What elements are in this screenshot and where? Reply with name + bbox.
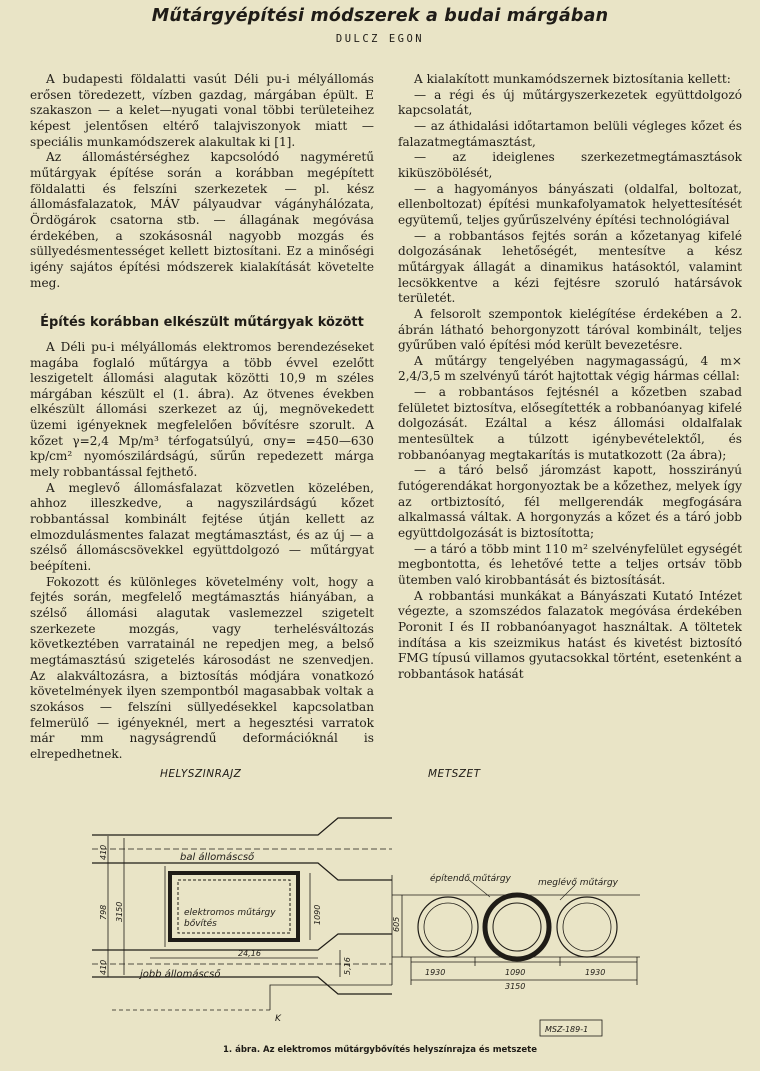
cut-mark: K (275, 1014, 281, 1024)
dim-2416: 24,16 (238, 949, 261, 958)
paragraph: A meglevő állomásfalazat közvetlen közelében, ahhoz illeszkedve, a nagyszilárdságú kőzet robbantással kombinált fejtése útján kellett az elmozdulásmentes falazat megtámasztást, és az új — a szélső állomáscsövekkel együttdolgozó — műtárgyat beépíteni. (30, 480, 374, 574)
dim-1090-plan: 1090 (313, 904, 322, 925)
label-existing-structure: meglévő műtárgy (538, 878, 619, 888)
list-item: — az áthidalási időtartamon belüli végleges kőzet és falazatmegtámasztást, (398, 118, 742, 149)
dim-1090-section: 1090 (505, 968, 526, 977)
dim-798: 798 (99, 904, 108, 920)
paragraph: A felsorolt szempontok kielégítése érdekében a 2. ábrán látható behorgonyzott táróval kombinált, teljes gyűrűben való építési mód került bevezetésre. (398, 306, 742, 353)
dim-3150: 3150 (115, 901, 124, 922)
list-item: — a robbantásos fejtésnél a kőzetben szabad felületet biztosítva, elősegítették a robbanóanyag kifelé dolgozását. Ezáltal a kész állomási oldalfalak mentesültek a túlzott igénybevételektől, és robbanóanyag megtakarítás is mutatkozott (2a ábra); (398, 385, 742, 462)
dim-3150-section: 3150 (505, 982, 526, 991)
dim-516: 5,16 (343, 957, 352, 975)
dim-1930-right: 1930 (585, 968, 606, 977)
dim-410-top: 410 (99, 844, 108, 860)
article-author: DULCZ EGON (335, 33, 425, 45)
section-view (392, 875, 640, 1036)
label-structure-1: elektromos műtárgy (184, 908, 276, 918)
list-item: — a hagyományos bányászati (oldalfal, boltozat, ellenboltozat) építési munkafolyamatok helyettesítését együtemű, teljes gyűrűszelvény építési technológiával (398, 181, 742, 227)
label-new-structure: építendő műtárgy (430, 874, 511, 884)
list-item: — a táró belső járomzást kapott, hosszirányú futógerendákat horgonyoztak be a kőzethez, melyek így az ortbiztosító, fél mellgerendák megfogására alkalmassá váltak. A horgonyzás a kőzet és a táró jobb együttdolgozását is biztosította; (398, 463, 742, 541)
dim-605: 605 (392, 916, 401, 932)
figure-caption: 1. ábra. Az elektromos műtárgybővítés helyszínrajza és metszete (223, 1045, 537, 1055)
paragraph: Fokozott és különleges követelmény volt, hogy a fejtés során, megfelelő megtámasztás hiányában, a szélső állomási alagutak vaslemezzel szigetelt szerkezete mozgás, vagy terhelésváltozás következtében varratainál ne repedjen meg, a belső megtámasztású szigetelés károsodást ne szenvedjen. Az alakváltozásra, a biztosítás módjára vonatkozó követelmények ilyen szempontból magasabbak voltak a szokásos — felszíni süllyedésekkel kapcsolatban felmerülő — igényeknél, mert a hegesztési varratok már mm nagyságrendű deformációknál is elrepedhetnek. (30, 574, 374, 761)
label-right-tube: jobb állomáscső (140, 969, 221, 980)
list-item: — a táró a több mint 110 m² szelvényfelület egységét megbontotta, és lehetővé tette a teljes ortsáv több ütemben való kirobbantását és biztosítását. (398, 541, 742, 587)
list-item: — a robbantásos fejtés során a kőzetanyag kifelé dolgozásának lehetőségét, mentesítve a kész műtárgyak állagát a dinamikus hatásoktól, valamint lecsökkentve a kézi fejtésre szoruló határsávok területét. (398, 228, 742, 306)
section-heading: Építés korábban elkészült műtárgyak között (40, 315, 364, 331)
list-item: — a régi és új műtárgyszerkezetek együttdolgozó kapcsolatát, (398, 87, 742, 118)
section-heading-figure: METSZET (428, 768, 481, 780)
article-title: Műtárgyépítési módszerek a budai márgában (151, 6, 609, 26)
paragraph: A műtárgy tengelyében nagymagasságú, 4 m× 2,4/3,5 m szelvényű tárót hajtottak végig hármas céllal: (398, 353, 742, 384)
paragraph: A robbantási munkákat a Bányászati Kutató Intézet végezte, a szomszédos falazatok megóvása érdekében Poronit I és II robbanóanyagot használtak. A töltetek indítása a kis szeizmikus hatást és kivetést biztosító FMG típusú villamos gyutacsokkal történt, esetenként a robbantások hatását (398, 588, 742, 681)
paragraph: A Déli pu-i mélyállomás elektromos berendezéseket magába foglaló műtárgya a több évvel ezelőtt leszigetelt állomási alagutak közötti 10,9 m széles márgában készült el (1. ábra). Az ötvenes években elkészült állomási szerkezet az új, megnövekedett üzemi igényeknek megfelelően bővítésre szorult. A kőzet γ=2,4 Mp/m³ térfogatsúlyú, σny= =450—630 kp/cm² nyomószilárdságú, sűrűn repedezett márga mely robbantással fejthető. (30, 339, 374, 480)
paragraph: Az állomástérséghez kapcsolódó nagyméretű műtárgyak építése során a korábban megépített földalatti és felszíni szerkezetek — pl. kész állomásfalazatok, MÁV pályaudvar vágányhálózata, Ördögárok csatorna stb. — állagának megóvása érdekében, a szokásosnál nagyobb mozgás és süllyedésmentességet kellett biztosítani. Ez a minőségi igény sajátos építési módszerek kialakítását követelte meg. (30, 150, 374, 290)
dim-410-bottom: 410 (99, 959, 108, 975)
dim-1930-left: 1930 (425, 968, 446, 977)
paragraph: A kialakított munkamódszernek biztosítania kellett: (414, 72, 731, 86)
label-left-tube: bal állomáscső (180, 852, 255, 863)
plan-heading: HELYSZINRAJZ (160, 768, 242, 780)
label-structure-2: bővítés (184, 919, 217, 929)
paragraph: A budapesti földalatti vasút Déli pu-i mélyállomás erősen töredezett, vízben gazdag, márgában épült. E szakaszon — a kelet—nyugati vonal többi területeihez képest jelentősen eltérő talajviszonyok miatt — speciális munkamódszerek alakultak ki [1]. (30, 72, 374, 149)
reference-box: MSZ-189-1 (545, 1025, 589, 1034)
list-item: — az ideiglenes szerkezetmegtámasztások kiküszöbölését, (398, 150, 742, 180)
